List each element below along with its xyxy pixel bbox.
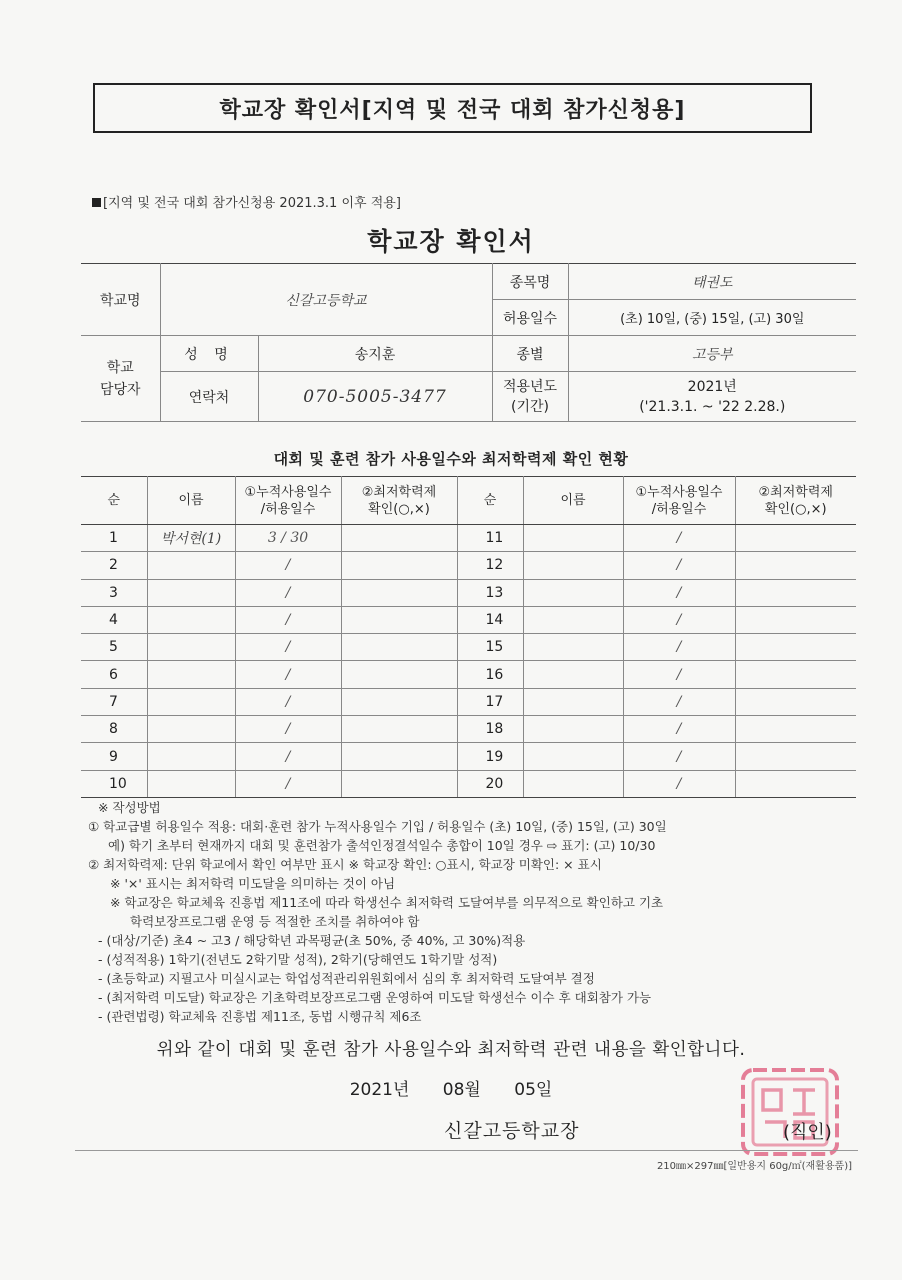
col-header-used-line1-right: ①누적사용일수	[635, 484, 723, 500]
student-name	[147, 770, 235, 797]
academic-check	[341, 579, 457, 606]
academic-check	[341, 634, 457, 661]
note-line: 학력보장프로그램 운영 등 적절한 조치를 취하여야 함	[130, 914, 420, 929]
col-header-used-line1: ①누적사용일수	[244, 484, 332, 500]
year-label-line2: (기간)	[511, 398, 549, 415]
table-row	[81, 579, 856, 606]
col-header-used-line2-right: /허용일수	[651, 501, 707, 517]
instructions	[88, 798, 858, 1026]
square-bullet-icon	[92, 198, 101, 207]
row-num-right: 15	[457, 634, 523, 661]
student-name	[147, 606, 235, 633]
academic-check	[341, 606, 457, 633]
note-line: - (대상/기준) 초4 ~ 고3 / 해당학년 과목평균(초 50%, 중 40%, 고 30%)적용	[98, 933, 526, 948]
footer-divider	[75, 1150, 858, 1151]
row-num: 7	[81, 688, 147, 715]
used-days: /	[235, 661, 341, 688]
used-days-right: /	[623, 552, 735, 579]
row-num: 4	[81, 606, 147, 633]
manager-label-line1: 학교	[106, 359, 134, 376]
used-days: /	[235, 716, 341, 743]
student-name-right	[523, 552, 623, 579]
academic-check-right	[735, 525, 856, 552]
paper-spec: 210㎜×297㎜[일반용지 60g/㎡(재활용품)]	[656, 1161, 852, 1172]
year-label	[492, 372, 568, 422]
manager-name-label: 성 명	[160, 336, 258, 372]
student-name-right	[523, 661, 623, 688]
academic-check-right	[735, 716, 856, 743]
table-row	[81, 634, 856, 661]
note-line: ※ 작성방법	[98, 800, 161, 815]
student-name-right	[523, 579, 623, 606]
academic-check	[341, 770, 457, 797]
note-line: 예) 학기 초부터 현재까지 대회 및 훈련참가 출석인정결석일수 총합이 10일 경우 ⇨ 표기: (고) 10/30	[108, 838, 656, 853]
manager-name-value: 송지훈	[258, 336, 492, 372]
row-num-right: 14	[457, 606, 523, 633]
academic-check	[341, 661, 457, 688]
student-name	[147, 552, 235, 579]
col-header-academic	[341, 477, 457, 525]
row-num: 10	[81, 770, 147, 797]
row-num: 3	[81, 579, 147, 606]
used-days-right: /	[623, 525, 735, 552]
date-day: 05일	[514, 1080, 553, 1100]
used-days-right: /	[623, 770, 735, 797]
used-days-right: /	[623, 743, 735, 770]
seal-label: (직인)	[783, 1122, 832, 1143]
row-num-right: 17	[457, 688, 523, 715]
school-info-table	[81, 263, 856, 422]
allowed-days-label: 허용일수	[492, 300, 568, 336]
header-title: 학교장 확인서[지역 및 전국 대회 참가신청용]	[93, 83, 812, 133]
student-name	[147, 688, 235, 715]
note-line: ※ 학교장은 학교체육 진흥법 제11조에 따라 학생선수 최저학력 도달여부를 의무적으로 확인하고 기초	[110, 895, 664, 910]
student-name: 박서현(1)	[147, 525, 235, 552]
academic-check-right	[735, 688, 856, 715]
academic-check	[341, 525, 457, 552]
table-row	[81, 688, 856, 715]
row-num: 9	[81, 743, 147, 770]
contact-value: 070-5005-3477	[258, 372, 492, 422]
note-line: ※ '×' 표시는 최저학력 미도달을 의미하는 것이 아님	[110, 876, 396, 891]
row-num: 5	[81, 634, 147, 661]
category-label: 종별	[492, 336, 568, 372]
subheading-text: [지역 및 전국 대회 참가신청용 2021.3.1 이후 적용]	[103, 196, 401, 211]
col-header-academic-line2: 확인(○,×)	[368, 501, 430, 517]
student-name-right	[523, 525, 623, 552]
note-line: - (최저학력 미도달) 학교장은 기초학력보장프로그램 운영하여 미도달 학생선수 이수 후 대회참가 가능	[98, 990, 652, 1005]
section-title: 대회 및 훈련 참가 사용일수와 최저학력제 확인 현황	[273, 450, 629, 468]
student-name-right	[523, 688, 623, 715]
academic-check-right	[735, 770, 856, 797]
note-line: ② 최저학력제: 단위 학교에서 확인 여부만 표시 ※ 학교장 확인: ○표시, 학교장 미확인: × 표시	[88, 857, 602, 872]
date-month: 08월	[442, 1080, 481, 1100]
used-days: /	[235, 552, 341, 579]
table-row	[81, 661, 856, 688]
academic-check	[341, 716, 457, 743]
student-name-right	[523, 743, 623, 770]
table-row	[81, 743, 856, 770]
student-name	[147, 634, 235, 661]
row-num-right: 16	[457, 661, 523, 688]
date-year: 2021년	[349, 1080, 410, 1100]
school-name-label: 학교명	[81, 264, 160, 336]
table-row	[81, 525, 856, 552]
row-num-right: 18	[457, 716, 523, 743]
student-name	[147, 661, 235, 688]
student-name	[147, 579, 235, 606]
participation-rows	[81, 525, 856, 798]
col-header-name-right: 이름	[523, 477, 623, 525]
academic-check	[341, 552, 457, 579]
col-header-academic-line2-right: 확인(○,×)	[764, 501, 827, 517]
academic-check-right	[735, 552, 856, 579]
student-name-right	[523, 606, 623, 633]
used-days: /	[235, 634, 341, 661]
principal-title: 신갈고등학교장	[444, 1120, 580, 1142]
academic-check-right	[735, 661, 856, 688]
academic-check-right	[735, 579, 856, 606]
table-row	[81, 770, 856, 797]
academic-check	[341, 743, 457, 770]
note-line: - (초등학교) 지필고사 미실시교는 학업성적관리위원회에서 심의 후 최저학력 도달여부 결정	[98, 971, 595, 986]
used-days: /	[235, 743, 341, 770]
row-num: 8	[81, 716, 147, 743]
col-header-used-days	[235, 477, 341, 525]
col-header-used-days-right	[623, 477, 735, 525]
used-days: /	[235, 606, 341, 633]
row-num-right: 11	[457, 525, 523, 552]
year-value	[568, 372, 856, 422]
note-line: - (관련법령) 학교체육 진흥법 제11조, 동법 시행규칙 제6조	[98, 1009, 422, 1024]
row-num-right: 13	[457, 579, 523, 606]
academic-check	[341, 688, 457, 715]
used-days-right: /	[623, 716, 735, 743]
participation-table	[81, 476, 856, 798]
note-line: ① 학교급별 허용일수 적용: 대회·훈련 참가 누적사용일수 기입 / 허용일수 (초) 10일, (중) 15일, (고) 30일	[88, 819, 667, 834]
form-subheading	[92, 192, 401, 211]
table-row	[81, 606, 856, 633]
manager-label-line2: 담당자	[99, 381, 141, 398]
official-seal-icon	[735, 1064, 845, 1160]
period-value: ('21.3.1. ~ '22 2.28.)	[639, 398, 786, 415]
row-num: 1	[81, 525, 147, 552]
used-days-right: /	[623, 661, 735, 688]
col-header-academic-line1-right: ②최저학력제	[758, 484, 833, 500]
col-header-academic-line1: ②최저학력제	[361, 484, 437, 500]
row-num: 6	[81, 661, 147, 688]
row-num-right: 12	[457, 552, 523, 579]
confirmation-statement: 위와 같이 대회 및 훈련 참가 사용일수와 최저학력 관련 내용을 확인합니다.	[156, 1040, 746, 1060]
student-name	[147, 716, 235, 743]
allowed-days-value: (초) 10일, (중) 15일, (고) 30일	[568, 300, 856, 336]
used-days-right: /	[623, 606, 735, 633]
year-label-line1: 적용년도	[502, 378, 558, 395]
student-name-right	[523, 716, 623, 743]
table-row	[81, 552, 856, 579]
used-days: /	[235, 579, 341, 606]
sport-label: 종목명	[492, 264, 568, 300]
student-name-right	[523, 634, 623, 661]
document-title: 학교장 확인서	[367, 227, 535, 256]
academic-check-right	[735, 743, 856, 770]
row-num: 2	[81, 552, 147, 579]
academic-check-right	[735, 634, 856, 661]
col-header-academic-right	[735, 477, 856, 525]
used-days-right: /	[623, 634, 735, 661]
used-days-right: /	[623, 688, 735, 715]
table-row	[81, 716, 856, 743]
year-value-line1: 2021년	[687, 378, 737, 395]
contact-label: 연락처	[160, 372, 258, 422]
academic-check-right	[735, 606, 856, 633]
student-name-right	[523, 770, 623, 797]
used-days-right: /	[623, 579, 735, 606]
school-name-value: 신갈고등학교	[160, 264, 492, 336]
note-line: - (성적적용) 1학기(전년도 2학기말 성적), 2학기(당해연도 1학기말 성적)	[98, 952, 498, 967]
col-header-num-right: 순	[457, 477, 523, 525]
col-header-used-line2: /허용일수	[260, 501, 316, 517]
col-header-num: 순	[81, 477, 147, 525]
student-name	[147, 743, 235, 770]
category-value: 고등부	[568, 336, 856, 372]
used-days: 3 / 30	[235, 525, 341, 552]
used-days: /	[235, 688, 341, 715]
used-days: /	[235, 770, 341, 797]
sport-value: 태권도	[568, 264, 856, 300]
col-header-name: 이름	[147, 477, 235, 525]
row-num-right: 20	[457, 770, 523, 797]
manager-label	[81, 336, 160, 422]
row-num-right: 19	[457, 743, 523, 770]
